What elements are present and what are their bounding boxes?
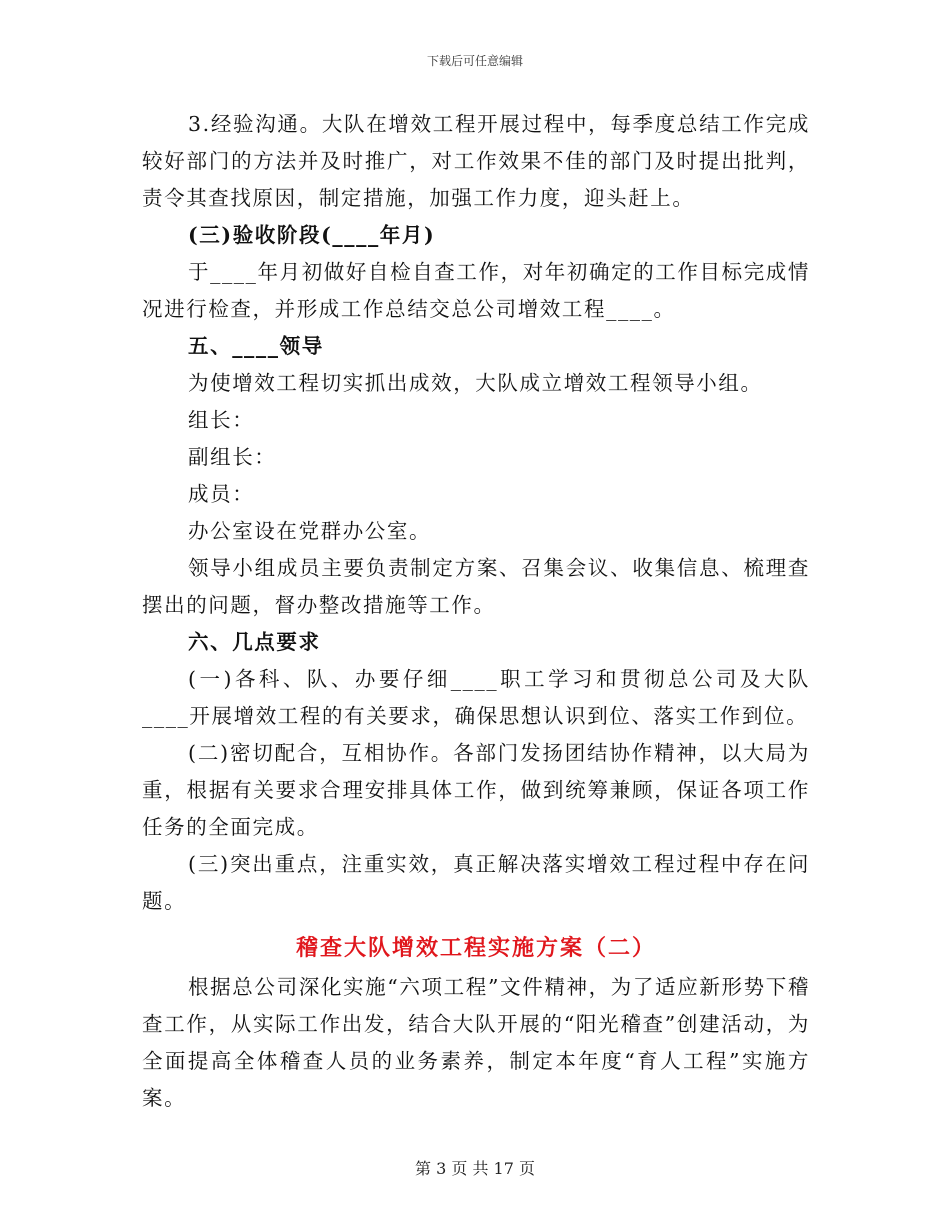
heading-requirements: 六、几点要求	[188, 630, 321, 654]
paragraph-self-inspection: 于____年月初做好自检自查工作，对年初确定的工作目标完成情况进行检查，并形成工作总结交总公司增效工程____。	[142, 260, 810, 321]
page-footer: 第 3 页 共 17 页	[415, 1159, 535, 1178]
paragraph-experience-communication: 3.经验沟通。大队在增效工程开展过程中，每季度总结工作完成较好部门的方法并及时推广，对工作效果不佳的部门及时提出批判，责令其查找原因，制定措施，加强工作力度，迎头赶上。	[142, 112, 810, 210]
paragraph-leading-group: 为使增效工程切实抓出成效，大队成立增效工程领导小组。	[188, 371, 763, 395]
requirement-3: (三)突出重点，注重实效，真正解决落实增效工程过程中存在问题。	[142, 852, 810, 913]
heading-acceptance-stage: (三)验收阶段(____年月)	[188, 223, 436, 247]
paragraph-group-duties: 领导小组成员主要负责制定方案、召集会议、收集信息、梳理查摆出的问题，督办整改措施等工作。	[142, 556, 810, 617]
paragraph-intro-plan: 根据总公司深化实施“六项工程”文件精神，为了适应新形势下稽查工作，从实际工作出发，结合大队开展的“阳光稽查”创建活动，为全面提高全体稽查人员的业务素养，制定本年度“育人工程”实施方案。	[142, 975, 810, 1110]
members-line: 成员：	[188, 482, 255, 506]
section-title: 稽查大队增效工程实施方案（二）	[295, 936, 656, 961]
page-header: 下载后可任意编辑	[426, 54, 523, 68]
deputy-leader-line: 副组长：	[188, 445, 277, 469]
document-body	[142, 106, 810, 1117]
requirement-2: (二)密切配合，互相协作。各部门发扬团结协作精神，以大局为重，根据有关要求合理安排具体工作，做到统筹兼顾，保证各项工作任务的全面完成。	[142, 741, 810, 839]
group-leader-line: 组长：	[188, 408, 255, 432]
office-location-line: 办公室设在党群办公室。	[188, 519, 432, 543]
requirement-1: (一)各科、队、办要仔细____职工学习和贯彻总公司及大队____开展增效工程的有关要求，确保思想认识到位、落实工作到位。	[142, 667, 810, 728]
heading-leadership: 五、____领导	[188, 334, 324, 358]
